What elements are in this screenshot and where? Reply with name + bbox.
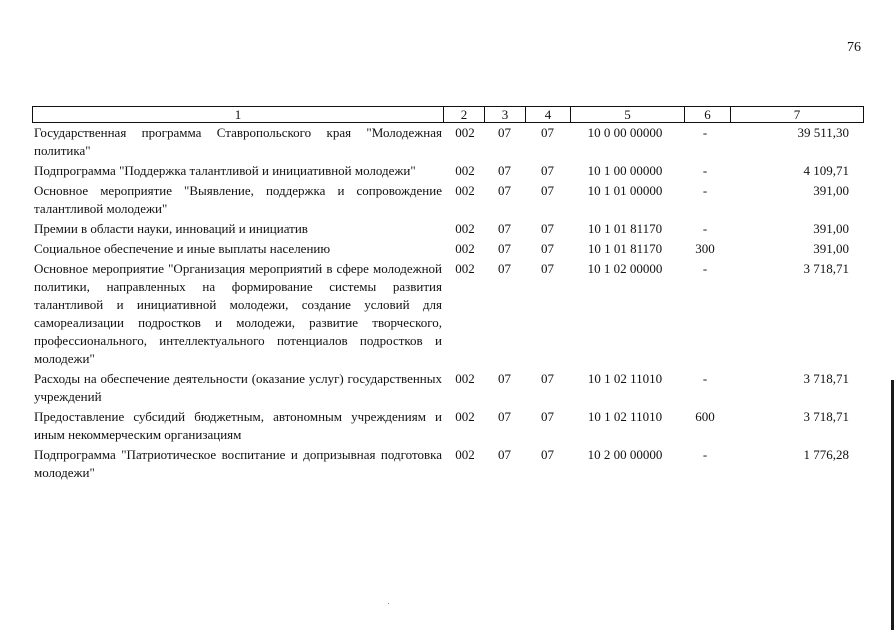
row-code-section: 07 [498,409,511,424]
page-number: 76 [847,40,861,55]
row-code-target: 10 1 00 00000 [587,163,663,178]
row-amount: 39 511,30 [797,125,849,140]
row-code-section: 07 [498,125,511,140]
column-header: 4 [526,107,571,123]
row-code-target: 10 1 01 00000 [587,183,663,198]
table-row [32,124,863,160]
row-name: Социальное обеспечение и иные выплаты населению [34,241,331,256]
row-amount: 391,00 [813,183,849,198]
row-code-expense-type: - [702,221,708,236]
row-amount: 3 718,71 [803,261,849,276]
row-name: Основное мероприятие "Организация мероприятий в сфере молодежной политики, направленных на формирование системы развития талантливой и инициативной молодежи, создание условий для самореализации подростков и молодежи, развитие творческого, профессионального, интеллектуального потенциалов подростков и молодежи" [34,261,442,366]
column-header-row [33,107,864,123]
row-amount: 391,00 [813,241,849,256]
row-code-target: 10 1 01 81170 [587,221,663,236]
row-code-target: 10 0 00 00000 [587,125,663,140]
row-amount: 3 718,71 [803,371,849,386]
row-code-expense-type: 600 [695,409,715,424]
row-code-expense-type: - [702,261,708,276]
row-code-expense-type: - [702,125,708,140]
row-code-expense-type: - [702,183,708,198]
column-header-table [32,106,864,123]
row-code-section: 07 [498,371,511,386]
scan-speck [388,603,389,604]
row-amount: 3 718,71 [803,409,849,424]
row-code-ministry: 002 [455,221,475,236]
row-code-section: 07 [498,447,511,462]
row-code-subsection: 07 [541,447,554,462]
row-code-subsection: 07 [541,241,554,256]
scan-edge-mark [891,380,894,630]
column-header: 2 [444,107,485,123]
row-code-expense-type: - [702,163,708,178]
row-code-expense-type: - [702,447,708,462]
table-row [32,162,863,180]
row-code-ministry: 002 [455,371,475,386]
column-header: 7 [731,107,864,123]
budget-table-body [32,124,863,484]
row-name: Расходы на обеспечение деятельности (оказание услуг) государственных учреждений [34,371,442,404]
row-code-expense-type: 300 [695,241,715,256]
row-code-ministry: 002 [455,163,475,178]
row-code-expense-type: - [702,371,708,386]
table-row [32,182,863,218]
column-header: 5 [571,107,685,123]
table-row [32,408,863,444]
column-header: 6 [685,107,731,123]
row-code-ministry: 002 [455,241,475,256]
row-code-target: 10 1 02 11010 [587,371,663,386]
row-code-subsection: 07 [541,371,554,386]
row-amount: 4 109,71 [803,163,849,178]
row-code-target: 10 1 01 81170 [587,241,663,256]
row-code-ministry: 002 [455,261,475,276]
row-name: Подпрограмма "Поддержка талантливой и инициативной молодежи" [34,163,416,178]
table-row [32,220,863,238]
row-name: Государственная программа Ставропольского края "Молодежная политика" [34,125,442,158]
row-code-ministry: 002 [455,409,475,424]
row-name: Основное мероприятие "Выявление, поддержка и сопровождение талантливой молодежи" [34,183,442,216]
row-code-section: 07 [498,241,511,256]
row-name: Подпрограмма "Патриотическое воспитание и допризывная подготовка молодежи" [34,447,442,480]
row-code-target: 10 1 02 11010 [587,409,663,424]
row-code-section: 07 [498,261,511,276]
table-row [32,240,863,258]
row-code-subsection: 07 [541,125,554,140]
row-code-ministry: 002 [455,447,475,462]
row-code-subsection: 07 [541,163,554,178]
row-amount: 1 776,28 [803,447,849,462]
row-code-ministry: 002 [455,125,475,140]
table-row [32,370,863,406]
row-code-subsection: 07 [541,261,554,276]
row-code-ministry: 002 [455,183,475,198]
row-code-subsection: 07 [541,183,554,198]
column-header: 3 [485,107,526,123]
table-row [32,446,863,482]
table-row [32,260,863,368]
row-code-subsection: 07 [541,409,554,424]
row-code-target: 10 1 02 00000 [587,261,663,276]
row-code-subsection: 07 [541,221,554,236]
row-name: Премии в области науки, инноваций и инициатив [34,221,308,236]
column-header: 1 [33,107,444,123]
row-name: Предоставление субсидий бюджетным, автономным учреждениям и иным некоммерческим организациям [34,409,442,442]
row-code-section: 07 [498,183,511,198]
row-code-target: 10 2 00 00000 [587,447,663,462]
row-amount: 391,00 [813,221,849,236]
row-code-section: 07 [498,163,511,178]
row-code-section: 07 [498,221,511,236]
